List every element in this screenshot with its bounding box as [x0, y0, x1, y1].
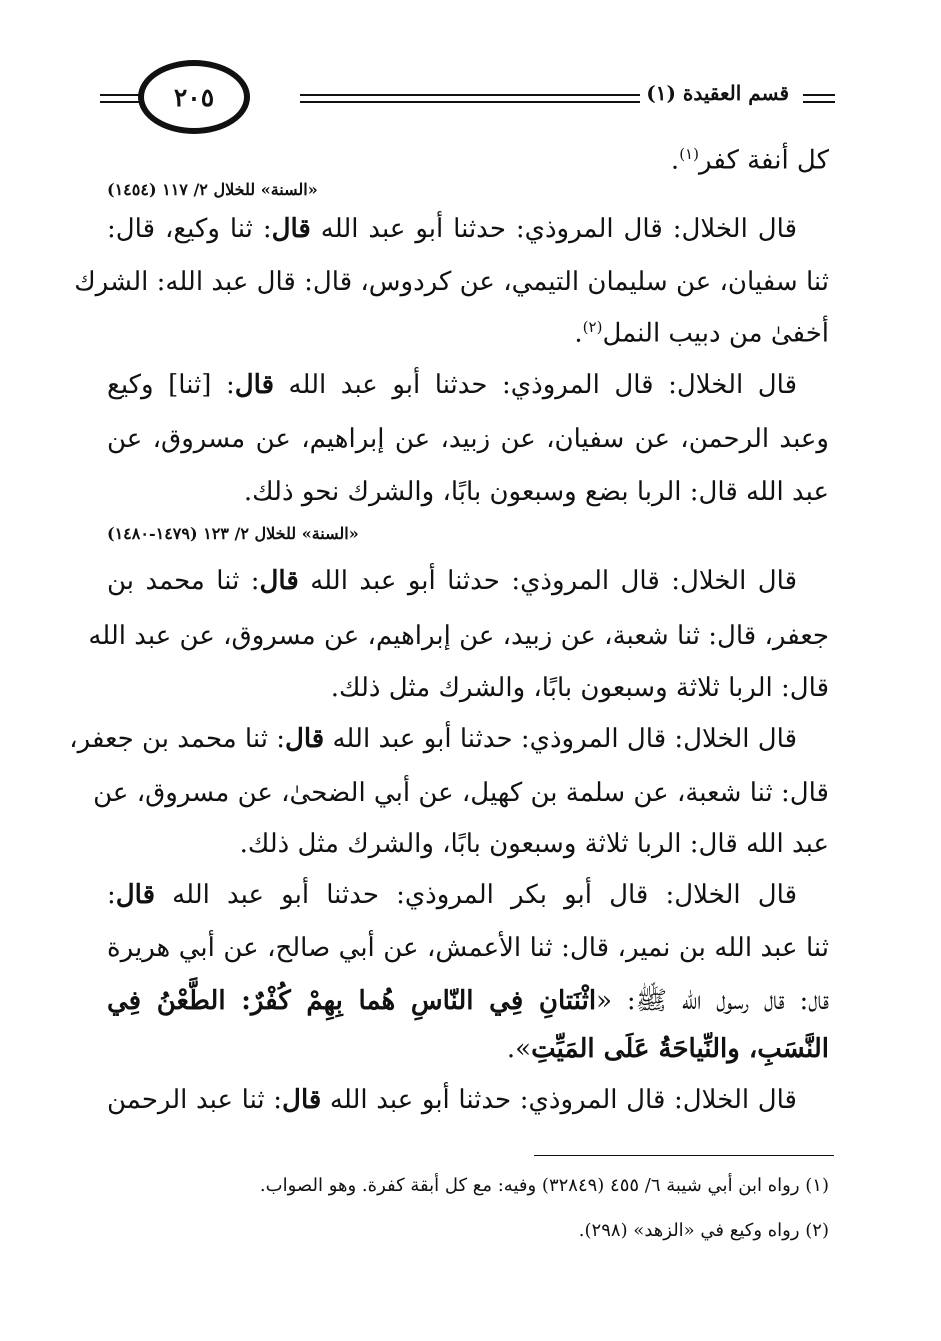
text-line — [69, 724, 797, 754]
text-span: : ثنا محمد بن — [107, 566, 260, 596]
text-line: جعفر، قال: ثنا شعبة، عن زبيد، عن إبراهيم، عن مسروق، عن عبد الله — [88, 621, 829, 651]
hadith-text: اثْنَتانِ فِي النّاسِ هُما بِهِمْ كُفْرٌ: الطَّعْنُ فِي — [107, 986, 597, 1016]
footnote-ref: (١) — [679, 145, 699, 163]
text-line: عبد الله قال: الربا ثلاثة وسبعون بابًا، والشرك مثل ذلك. — [239, 829, 829, 859]
hadith-text: النَّسَبِ، والنِّياحَةُ عَلَى المَيِّتِ — [531, 1034, 829, 1064]
footnote-separator — [534, 1155, 834, 1156]
text-span: : ثنا محمد بن جعفر، — [69, 724, 285, 754]
page-number-badge — [138, 60, 250, 134]
text-line: قال: الربا ثلاثة وسبعون بابًا، والشرك مثل ذلك. — [330, 673, 829, 703]
text-line: ثنا سفيان، عن سليمان التيمي، عن كردوس، قال: قال عبد الله: الشرك — [74, 267, 829, 297]
text-line: قال: ثنا شعبة، عن سلمة بن كهيل، عن أبي الضحىٰ، عن مسروق، عن — [93, 778, 829, 808]
bold-word: قال — [271, 214, 311, 244]
header-rule-right — [803, 94, 835, 103]
text-line — [107, 145, 829, 176]
text-line — [107, 318, 829, 349]
footnote-1: (١) رواه ابن أبي شيبة ٦/ ٤٥٥ (٣٢٨٤٩) وفيه: مع كل أبقة كفرة. وهو الصواب. — [259, 1175, 829, 1196]
text-line — [107, 984, 829, 1022]
text-line: وعبد الرحمن، عن سفيان، عن زبيد، عن إبراهيم، عن مسروق، عن — [107, 424, 829, 454]
text-span: قال الخلال: قال المروذي: حدثنا أبو عبد الله — [310, 214, 797, 244]
page-header — [100, 55, 835, 145]
text-span: : — [107, 880, 116, 910]
text-span: قال الخلال: قال المروذي: حدثنا أبو عبد الله — [321, 1085, 797, 1115]
text-span: قال: قال رسول الله ﷺ: « — [596, 986, 830, 1016]
text-span: أخفىٰ من دبيب النمل — [602, 318, 829, 349]
bold-word: قال — [234, 370, 275, 400]
text-span: ». — [506, 1034, 532, 1064]
text-span: : [ثنا] وكيع — [107, 370, 235, 400]
period: . — [670, 145, 680, 176]
bold-word: قال — [259, 566, 299, 596]
text-line — [107, 880, 797, 910]
text-line — [107, 214, 797, 244]
text-span: : ثنا عبد الرحمن — [107, 1085, 283, 1115]
section-title: قسم العقيدة (١) — [640, 81, 795, 105]
text-line — [107, 1034, 829, 1064]
bold-word: قال — [284, 724, 325, 754]
footnote-2: (٢) رواه وكيع في «الزهد» (٢٩٨). — [578, 1220, 829, 1241]
text-line: عبد الله قال: الربا بضع وسبعون بابًا، والشرك نحو ذلك. — [243, 477, 829, 507]
text-span: قال الخلال: قال المروذي: حدثنا أبو عبد الله — [298, 566, 797, 596]
source-citation: «السنة» للخلال ٢/ ١٢٣ (١٤٧٩-١٤٨٠) — [107, 524, 359, 543]
bold-word: قال — [282, 1085, 322, 1115]
text-line — [107, 370, 797, 400]
text-line — [107, 1085, 797, 1115]
source-citation: «السنة» للخلال ٢/ ١١٧ (١٤٥٤) — [107, 180, 318, 199]
text-span: كل أنفة كفر — [698, 145, 829, 176]
bold-word: قال — [115, 880, 156, 910]
text-span: قال الخلال: قال المروذي: حدثنا أبو عبد الله — [324, 724, 797, 754]
footnote-ref: (٢) — [582, 318, 603, 336]
text-span: قال الخلال: قال المروذي: حدثنا أبو عبد الله — [274, 370, 798, 400]
text-line — [107, 566, 797, 596]
header-rule-left — [100, 94, 142, 103]
text-span: قال الخلال: قال أبو بكر المروذي: حدثنا أبو عبد الله — [155, 880, 797, 910]
period: . — [574, 318, 583, 349]
page-number: ٢٠٥ — [173, 82, 215, 112]
header-rule — [300, 94, 675, 103]
text-span: : ثنا وكيع، قال: — [107, 214, 272, 244]
text-line: ثنا عبد الله بن نمير، قال: ثنا الأعمش، عن أبي صالح، عن أبي هريرة — [107, 933, 829, 963]
